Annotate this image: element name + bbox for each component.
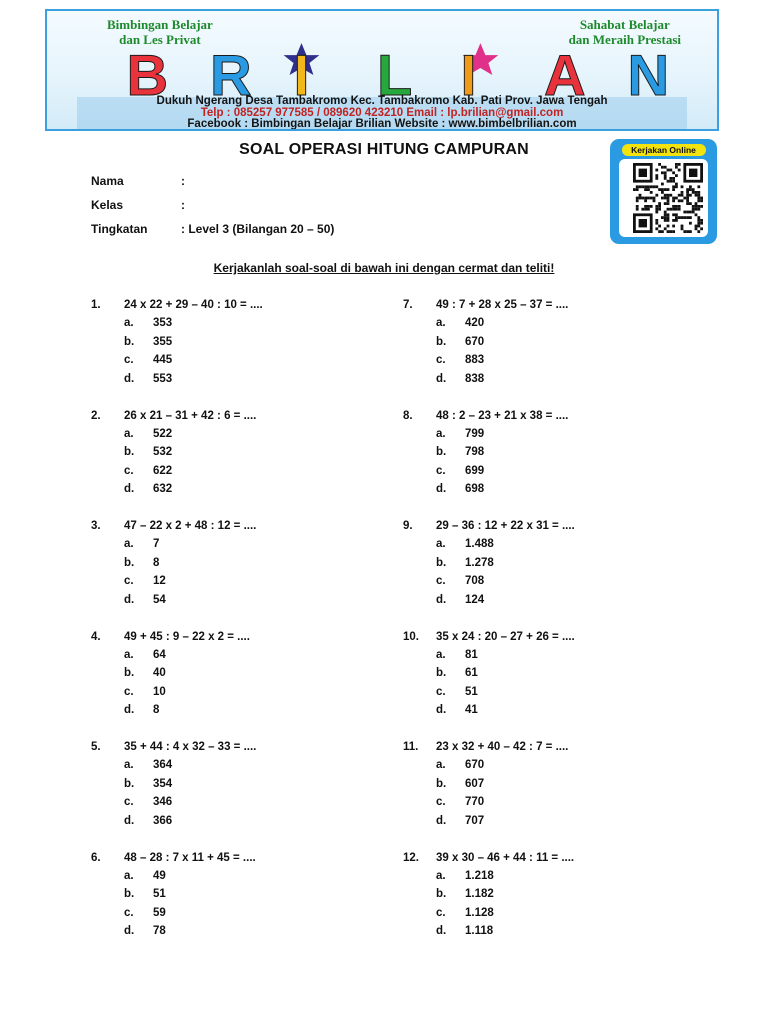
option-letter: b. bbox=[436, 446, 447, 459]
option-letter: a. bbox=[436, 759, 446, 772]
question-number: 2. bbox=[91, 409, 101, 422]
option-letter: b. bbox=[124, 446, 135, 459]
question-item bbox=[91, 517, 391, 628]
logo-letter: I bbox=[293, 43, 310, 101]
option-letter: c. bbox=[436, 906, 446, 919]
option-letter: c. bbox=[436, 464, 446, 477]
question-text-line bbox=[403, 407, 703, 425]
answer-option[interactable] bbox=[91, 480, 391, 498]
answer-option[interactable] bbox=[91, 572, 391, 590]
option-letter: d. bbox=[436, 593, 447, 606]
option-letter: c. bbox=[124, 685, 134, 698]
option-value: 708 bbox=[465, 575, 485, 588]
question-expression: 26 x 21 – 31 + 42 : 6 = .... bbox=[124, 409, 257, 422]
answer-option[interactable] bbox=[91, 664, 391, 682]
option-value: 670 bbox=[465, 759, 485, 772]
answer-option[interactable] bbox=[403, 443, 703, 461]
answer-option[interactable] bbox=[91, 867, 391, 885]
answer-option[interactable] bbox=[403, 314, 703, 332]
question-number: 9. bbox=[403, 520, 413, 532]
answer-option[interactable] bbox=[91, 425, 391, 443]
question-expression: 29 – 36 : 12 + 22 x 31 = .... bbox=[436, 520, 575, 532]
question-column-left bbox=[91, 296, 391, 959]
question-text-line bbox=[91, 849, 391, 867]
option-letter: c. bbox=[124, 906, 134, 919]
answer-option[interactable] bbox=[91, 775, 391, 793]
option-letter: a. bbox=[124, 427, 134, 440]
answer-option[interactable] bbox=[403, 351, 703, 369]
question-text-line bbox=[403, 628, 703, 646]
question-number: 5. bbox=[91, 741, 101, 753]
question-item bbox=[403, 628, 703, 739]
answer-option[interactable] bbox=[403, 664, 703, 682]
answer-option[interactable] bbox=[403, 591, 703, 609]
option-value: 699 bbox=[465, 464, 485, 477]
answer-option[interactable] bbox=[91, 683, 391, 701]
option-value: 445 bbox=[153, 354, 173, 367]
option-letter: c. bbox=[124, 354, 134, 367]
option-value: 49 bbox=[153, 869, 166, 882]
option-value: 78 bbox=[153, 925, 166, 938]
answer-option[interactable] bbox=[403, 462, 703, 480]
field-label: Kelas bbox=[91, 198, 124, 212]
question-item bbox=[91, 407, 391, 518]
question-text-line bbox=[91, 407, 391, 425]
banner-tagline-left: Bimbingan Belajar dan Les Privat bbox=[107, 17, 213, 47]
option-value: 838 bbox=[465, 372, 485, 385]
option-value: 346 bbox=[153, 796, 173, 809]
option-value: 670 bbox=[465, 335, 485, 348]
option-letter: b. bbox=[436, 888, 447, 901]
option-letter: a. bbox=[124, 759, 134, 772]
option-value: 698 bbox=[465, 483, 485, 496]
answer-option[interactable] bbox=[403, 812, 703, 830]
option-letter: a. bbox=[436, 648, 446, 661]
option-value: 40 bbox=[153, 667, 166, 680]
option-value: 354 bbox=[153, 777, 173, 790]
option-letter: c. bbox=[436, 354, 446, 367]
answer-option[interactable] bbox=[403, 683, 703, 701]
banner-contact: Telp : 085257 977585 / 089620 423210 Email : lp.brilian@gmail.com bbox=[200, 107, 564, 119]
option-letter: d. bbox=[436, 704, 447, 717]
question-item bbox=[91, 849, 391, 960]
answer-option[interactable] bbox=[91, 756, 391, 774]
question-text-line bbox=[91, 738, 391, 756]
option-value: 364 bbox=[153, 759, 173, 772]
answer-option[interactable] bbox=[403, 425, 703, 443]
question-expression: 35 + 44 : 4 x 32 – 33 = .... bbox=[124, 741, 257, 753]
field-nama bbox=[91, 174, 185, 188]
option-letter: b. bbox=[436, 556, 447, 569]
answer-option[interactable] bbox=[91, 535, 391, 553]
option-value: 622 bbox=[153, 464, 173, 477]
answer-option[interactable] bbox=[91, 554, 391, 572]
question-expression: 48 – 28 : 7 x 11 + 45 = .... bbox=[124, 851, 256, 864]
option-letter: d. bbox=[124, 704, 135, 717]
question-expression: 47 – 22 x 2 + 48 : 12 = .... bbox=[124, 520, 257, 532]
option-letter: c. bbox=[436, 575, 446, 588]
question-number: 4. bbox=[91, 630, 101, 643]
option-letter: a. bbox=[436, 317, 446, 330]
option-value: 798 bbox=[465, 446, 485, 459]
option-letter: c. bbox=[124, 796, 134, 809]
answer-option[interactable] bbox=[403, 646, 703, 664]
option-letter: d. bbox=[436, 372, 447, 385]
question-item bbox=[403, 849, 703, 960]
question-expression: 35 x 24 : 20 – 27 + 26 = .... bbox=[436, 630, 575, 643]
answer-option[interactable] bbox=[91, 443, 391, 461]
question-text-line bbox=[91, 296, 391, 314]
question-item bbox=[91, 738, 391, 849]
answer-option[interactable] bbox=[403, 793, 703, 811]
option-value: 607 bbox=[465, 777, 485, 790]
option-value: 12 bbox=[153, 575, 166, 588]
option-value: 532 bbox=[153, 446, 173, 459]
question-number: 1. bbox=[91, 299, 101, 311]
brilian-logo bbox=[47, 43, 717, 101]
question-item bbox=[91, 296, 391, 407]
option-value: 366 bbox=[153, 814, 173, 827]
option-value: 41 bbox=[465, 704, 478, 717]
option-value: 64 bbox=[153, 648, 166, 661]
option-letter: b. bbox=[436, 335, 447, 348]
question-number: 6. bbox=[91, 851, 101, 864]
answer-option[interactable] bbox=[403, 867, 703, 885]
question-item bbox=[403, 738, 703, 849]
option-letter: d. bbox=[124, 814, 135, 827]
answer-option[interactable] bbox=[403, 554, 703, 572]
question-item bbox=[403, 517, 703, 628]
question-expression: 24 x 22 + 29 – 40 : 10 = .... bbox=[124, 299, 263, 311]
answer-option[interactable] bbox=[403, 756, 703, 774]
banner-address: Dukuh Ngerang Desa Tambakromo Kec. Tambakromo Kab. Pati Prov. Jawa Tengah bbox=[156, 95, 608, 107]
option-letter: b. bbox=[124, 556, 135, 569]
question-item bbox=[91, 628, 391, 739]
field-value: : Level 3 (Bilangan 20 – 50) bbox=[181, 222, 335, 236]
option-letter: d. bbox=[436, 483, 447, 496]
question-number: 8. bbox=[403, 409, 413, 422]
banner-tagline-right: Sahabat Belajar dan Meraih Prestasi bbox=[568, 17, 681, 47]
option-letter: b. bbox=[124, 335, 135, 348]
answer-option[interactable] bbox=[91, 314, 391, 332]
question-text-line bbox=[403, 738, 703, 756]
option-letter: b. bbox=[124, 777, 135, 790]
option-letter: c. bbox=[124, 464, 134, 477]
question-number: 7. bbox=[403, 299, 413, 311]
answer-option[interactable] bbox=[403, 535, 703, 553]
answer-option[interactable] bbox=[91, 701, 391, 719]
option-letter: a. bbox=[436, 427, 446, 440]
answer-option[interactable] bbox=[403, 775, 703, 793]
logo-letter: R bbox=[210, 43, 252, 101]
logo-letter: B bbox=[126, 43, 169, 101]
field-value: : bbox=[181, 198, 185, 212]
option-value: 770 bbox=[465, 796, 485, 809]
option-value: 51 bbox=[153, 888, 166, 901]
option-letter: a. bbox=[124, 317, 134, 330]
brilian-banner bbox=[45, 9, 719, 131]
logo-letters bbox=[127, 44, 670, 101]
option-letter: d. bbox=[124, 593, 135, 606]
answer-option[interactable] bbox=[91, 885, 391, 903]
field-tingkatan bbox=[91, 222, 334, 236]
option-letter: d. bbox=[124, 483, 135, 496]
option-letter: d. bbox=[124, 925, 135, 938]
answer-option[interactable] bbox=[403, 370, 703, 388]
option-value: 10 bbox=[153, 685, 166, 698]
question-text-line bbox=[403, 296, 703, 314]
answer-option[interactable] bbox=[91, 462, 391, 480]
option-value: 59 bbox=[153, 906, 166, 919]
option-value: 1.118 bbox=[465, 925, 494, 938]
answer-option[interactable] bbox=[91, 922, 391, 940]
qr-code-background bbox=[619, 159, 708, 237]
option-letter: a. bbox=[124, 869, 134, 882]
option-value: 1.488 bbox=[465, 538, 494, 551]
option-value: 8 bbox=[153, 556, 160, 569]
answer-option[interactable] bbox=[403, 701, 703, 719]
answer-option[interactable] bbox=[403, 572, 703, 590]
question-text-line bbox=[403, 517, 703, 535]
answer-option[interactable] bbox=[403, 904, 703, 922]
option-value: 420 bbox=[465, 317, 485, 330]
field-label: Tingkatan bbox=[91, 222, 148, 236]
option-value: 355 bbox=[153, 335, 173, 348]
option-value: 522 bbox=[153, 427, 173, 440]
option-value: 61 bbox=[465, 667, 478, 680]
answer-option[interactable] bbox=[403, 333, 703, 351]
option-letter: c. bbox=[124, 575, 134, 588]
logo-letter: I bbox=[460, 43, 477, 101]
question-expression: 49 + 45 : 9 – 22 x 2 = .... bbox=[124, 630, 250, 643]
option-letter: a. bbox=[436, 869, 446, 882]
banner-social: Facebook : Bimbingan Belajar Brilian Website : www.bimbelbrilian.com bbox=[187, 118, 577, 130]
option-value: 1.218 bbox=[465, 869, 494, 882]
question-number: 10. bbox=[403, 630, 419, 643]
option-value: 707 bbox=[465, 814, 485, 827]
qr-code-icon bbox=[633, 163, 703, 233]
option-value: 553 bbox=[153, 372, 173, 385]
question-text-line bbox=[91, 517, 391, 535]
option-value: 632 bbox=[153, 483, 173, 496]
option-letter: d. bbox=[124, 372, 135, 385]
option-value: 1.128 bbox=[465, 906, 494, 919]
option-letter: d. bbox=[436, 925, 447, 938]
option-letter: b. bbox=[436, 667, 447, 680]
question-expression: 23 x 32 + 40 – 42 : 7 = .... bbox=[436, 741, 569, 753]
field-kelas bbox=[91, 198, 185, 212]
page-title: SOAL OPERASI HITUNG CAMPURAN bbox=[239, 141, 529, 158]
answer-option[interactable] bbox=[403, 480, 703, 498]
option-letter: b. bbox=[124, 667, 135, 680]
question-text-line bbox=[403, 849, 703, 867]
option-value: 883 bbox=[465, 354, 485, 367]
question-number: 12. bbox=[403, 851, 419, 864]
logo-letter: A bbox=[544, 43, 586, 101]
answer-option[interactable] bbox=[91, 812, 391, 830]
question-expression: 39 x 30 – 46 + 44 : 11 = .... bbox=[436, 851, 575, 864]
answer-option[interactable] bbox=[91, 646, 391, 664]
option-value: 1.182 bbox=[465, 888, 494, 901]
logo-letter: N bbox=[627, 43, 670, 101]
answer-option[interactable] bbox=[403, 885, 703, 903]
answer-option[interactable] bbox=[91, 351, 391, 369]
question-number: 3. bbox=[91, 520, 101, 532]
option-value: 54 bbox=[153, 593, 166, 606]
option-value: 353 bbox=[153, 317, 173, 330]
question-item bbox=[403, 407, 703, 518]
option-letter: a. bbox=[124, 538, 134, 551]
question-expression: 49 : 7 + 28 x 25 – 37 = .... bbox=[436, 299, 569, 311]
option-value: 124 bbox=[465, 593, 485, 606]
field-label: Nama bbox=[91, 174, 124, 188]
field-value: : bbox=[181, 174, 185, 188]
option-letter: b. bbox=[436, 777, 447, 790]
option-letter: a. bbox=[436, 538, 446, 551]
option-value: 7 bbox=[153, 538, 160, 551]
answer-option[interactable] bbox=[91, 591, 391, 609]
option-value: 8 bbox=[153, 704, 160, 717]
option-value: 1.278 bbox=[465, 556, 494, 569]
answer-option[interactable] bbox=[91, 793, 391, 811]
logo-letter: L bbox=[377, 43, 413, 101]
option-letter: c. bbox=[436, 796, 446, 809]
answer-option[interactable] bbox=[91, 370, 391, 388]
answer-option[interactable] bbox=[403, 922, 703, 940]
option-value: 81 bbox=[465, 648, 478, 661]
option-value: 51 bbox=[465, 685, 478, 698]
answer-option[interactable] bbox=[91, 904, 391, 922]
question-item bbox=[403, 296, 703, 407]
question-expression: 48 : 2 – 23 + 21 x 38 = .... bbox=[436, 409, 569, 422]
question-text-line bbox=[91, 628, 391, 646]
option-letter: c. bbox=[436, 685, 446, 698]
option-letter: d. bbox=[436, 814, 447, 827]
answer-option[interactable] bbox=[91, 333, 391, 351]
instruction-text: Kerjakanlah soal-soal di bawah ini dengan cermat dan teliti! bbox=[213, 261, 555, 275]
kerjakan-online-label: Kerjakan Online bbox=[622, 144, 706, 156]
question-column-right bbox=[403, 296, 703, 959]
option-value: 799 bbox=[465, 427, 485, 440]
option-letter: b. bbox=[124, 888, 135, 901]
question-number: 11. bbox=[403, 741, 419, 753]
option-letter: a. bbox=[124, 648, 134, 661]
